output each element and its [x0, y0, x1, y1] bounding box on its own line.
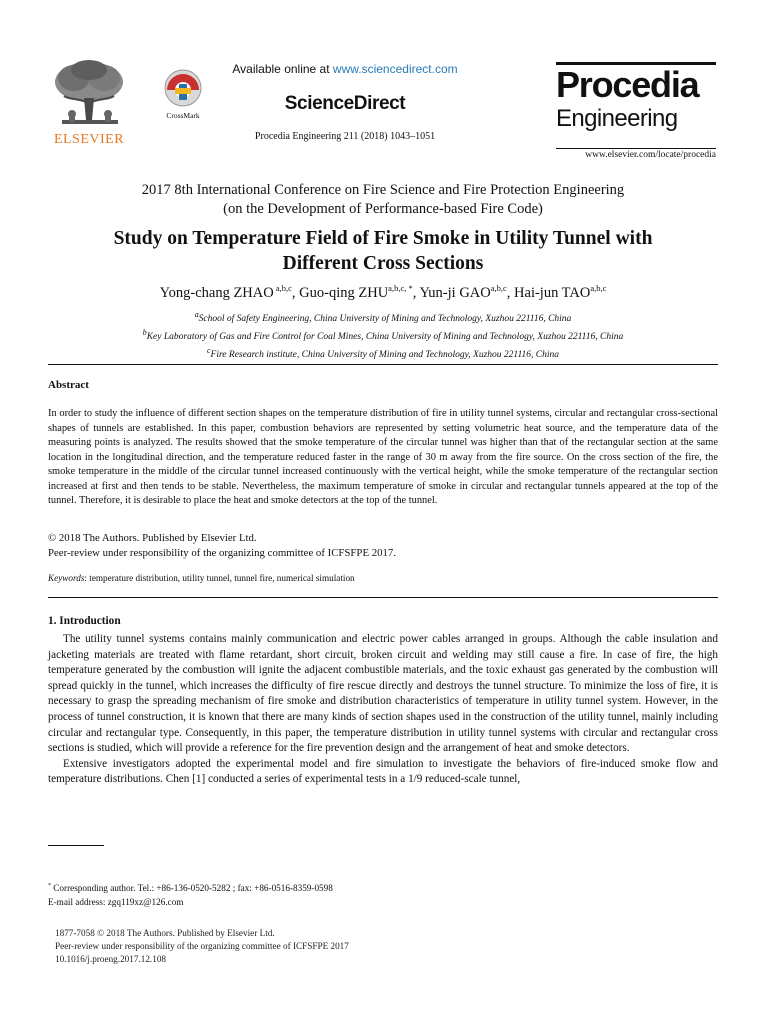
contact-email[interactable]: E-mail address: zgq119xz@126.com — [48, 897, 184, 908]
author-affil-marker: a,b,c — [490, 283, 507, 293]
author-name: Hai-jun TAO — [514, 284, 591, 301]
crossmark-icon — [163, 68, 203, 108]
abstract-text: In order to study the influence of different section shapes on the temperature distribution of fire in utility tunnel systems, circular and rectangular cross-sectional shapes of tunnels are established. In this paper, combustion behaviors are represented by setting volumetric heat source, and the temperature data of the measuring points is analyzed. The results showed that the smoke temperature of the circular tunnel was higher than that of the rectangular section at the same location in the longitudinal direction, and the temperature reduced faster in the range of 30 m away from the fire source. On the cross section of the fire, the smoke temperature in the middle of the circular tunnel increased continuously with the vertical height, while the smoke temperature of the rectangular section increased at first and then tends to be stable. Nevertheless, the maximum temperature of smoke in circular and rectangular tunnels appeared at the top of the tunnel. Therefore, it is desirable to place the heat and smoke detectors at the top of the tunnel. — [48, 408, 718, 506]
journal-subtitle: Engineering — [556, 105, 678, 132]
footnote-divider — [48, 845, 104, 846]
affiliation-text: Key Laboratory of Gas and Fire Control for Coal Mines, China University of Mining and Technology, Xuzhou 221116, China — [146, 332, 624, 343]
doi[interactable]: 10.1016/j.proeng.2017.12.108 — [55, 954, 167, 964]
paper-title — [48, 226, 718, 276]
author-affil-marker: a,b,c, * — [388, 283, 413, 293]
author-separator: , — [291, 284, 300, 301]
conference-line-1: 2017 8th International Conference on Fire Science and Fire Protection Engineering — [141, 182, 625, 198]
copyright-line: © 2018 The Authors. Published by Elsevier Ltd. — [48, 532, 257, 544]
conference-line-2: (on the Development of Performance-based Fire Code) — [223, 201, 543, 217]
footnote — [48, 879, 333, 909]
peer-review-note: Peer-review under responsibility of the organizing committee of ICFSFPE 2017 — [55, 941, 349, 951]
contact-phone-fax: Corresponding author. Tel.: +86-136-0520-5282 ; fax: +86-0516-8359-0598 — [51, 883, 333, 894]
affiliation-text: Fire Research institute, China University of Mining and Technology, Xuzhou 221116, China — [210, 350, 559, 361]
journal-url[interactable]: www.elsevier.com/locate/procedia — [585, 150, 716, 160]
body-paragraph: The utility tunnel systems contains mainly communication and electric power cables arranged in groups. Although the cable insulation and jacketing materials are treated with flame retardant, short circuit, broken circuit and welding may still cause a fire. In case of fire, the high temperature generated by the combustion will ignite the adjacent combustible materials, and the toxic exhaust gas generated by the combustion will spread quickly in the tunnel, which increases the difficulty of fire rescue directly and destroys the tunnel structure. To minimize the loss of fire, it is necessary to grasp the spreading mechanism of fire smoke and distribution characteristics of temperature in utility tunnel system. However, in the process of tunnel construction, it is known that there are many kinds of section shapes used in the construction of the utility tunnel, mainly including circular and rectangular type. Consequently, in this paper, the temperature distribution in utility tunnel systems with circular and rectangular cross sections is studied, which will provide a reference for the fire prevention design and the arrangement of heat and smoke detectors. — [48, 633, 718, 755]
title-line-2: Different Cross Sections — [282, 253, 484, 274]
affiliation-line — [48, 344, 718, 362]
author-affil-marker: a,b,c — [273, 283, 292, 293]
title-line-1: Study on Temperature Field of Fire Smoke in Utility Tunnel with — [113, 228, 653, 249]
journal-title: Procedia — [556, 64, 699, 105]
author-name: Yun-ji GAO — [419, 284, 491, 301]
sciencedirect-link[interactable]: www.sciencedirect.com — [332, 62, 458, 76]
affiliation-line — [48, 326, 718, 344]
peer-review-line: Peer-review under responsibility of the organizing committee of ICFSFPE 2017. — [48, 547, 397, 559]
author-separator: , — [506, 284, 515, 301]
tree-icon — [48, 58, 130, 132]
available-prefix: Available online at — [232, 62, 333, 76]
affiliation-marker: a — [194, 310, 199, 319]
affiliation-marker: b — [142, 328, 147, 338]
author-name: Yong-chang ZHAO — [159, 284, 274, 301]
section-divider — [48, 364, 718, 365]
keywords-label: Keywords — [48, 573, 85, 583]
issn-block — [55, 927, 349, 966]
affiliation-line — [48, 308, 718, 326]
crossmark-label: CrossMark — [166, 111, 200, 120]
section-heading: 1. Introduction — [48, 615, 121, 627]
available-online — [200, 62, 490, 76]
footnote-marker: * — [48, 883, 51, 889]
sciencedirect-wordmark: ScienceDirect — [284, 93, 406, 114]
author-list — [48, 283, 718, 302]
keywords-list: : temperature distribution, utility tunnel, tunnel fire, numerical simulation — [84, 573, 355, 583]
journal-reference: Procedia Engineering 211 (2018) 1043–1051 — [254, 131, 436, 142]
keywords — [48, 573, 355, 583]
introduction-body — [48, 632, 718, 788]
issn-line: 1877-7058 © 2018 The Authors. Published by Elsevier Ltd. — [55, 928, 275, 938]
copyright-notice — [48, 531, 396, 561]
author-affil-marker: a,b,c — [590, 283, 607, 293]
affiliation-text: School of Safety Engineering, China University of Mining and Technology, Xuzhou 221116, China — [198, 314, 572, 325]
body-paragraph: Extensive investigators adopted the experimental model and fire simulation to investigate the behaviors of fire-induced smoke flow and temperature distributions. Chen [1] conducted a series of experimental tests in a 1/9 reduced-scale tunnel, — [48, 757, 718, 786]
section-divider — [48, 597, 718, 598]
author-separator: , — [412, 284, 420, 301]
publisher-name: ELSEVIER — [53, 132, 125, 147]
conference-name — [48, 181, 718, 219]
abstract-heading: Abstract — [48, 379, 89, 391]
affiliations — [48, 308, 718, 362]
corresponding-author — [48, 879, 333, 895]
affiliation-marker: c — [207, 346, 211, 356]
author-name: Guo-qing ZHU — [299, 284, 389, 301]
